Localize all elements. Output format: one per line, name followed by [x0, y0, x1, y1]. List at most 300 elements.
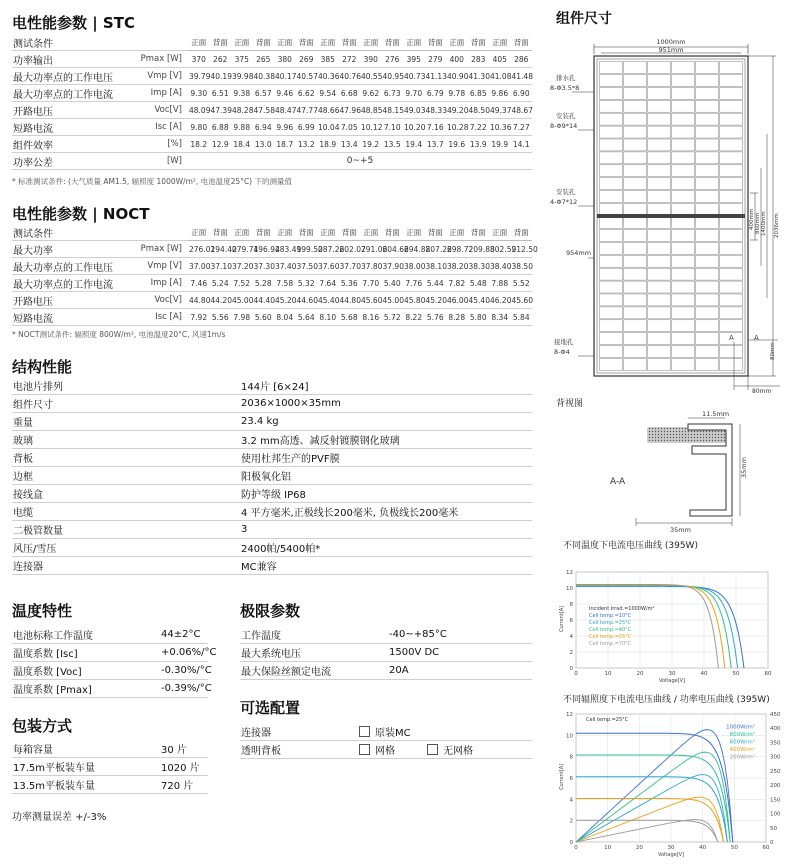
cell-value: 44.20 [210, 292, 232, 309]
option-row-backsheet [240, 741, 532, 759]
cell-value: 7.16 [425, 119, 447, 136]
cell-value: 10.12 [360, 119, 382, 136]
row-label: 开路电压 [12, 292, 132, 309]
cell-value: 19.2 [360, 136, 382, 153]
solar-cell [672, 359, 695, 371]
side-header: 正面 [317, 224, 339, 241]
cell-value: 9.62 [360, 85, 382, 102]
table-row [12, 292, 532, 309]
cell-value: 5.80 [468, 309, 490, 326]
solar-cell [600, 255, 623, 267]
cell-value: 5.68 [339, 309, 361, 326]
checkbox-no-grid[interactable] [427, 744, 438, 755]
solar-cell [720, 62, 743, 74]
cell-value: 38.30 [468, 258, 490, 275]
solar-cell [672, 113, 695, 125]
cell-value: 48.85 [360, 102, 382, 119]
solar-cell [672, 191, 695, 203]
solar-cell [672, 87, 695, 99]
cell-value: 10.28 [446, 119, 468, 136]
stc-note: * 标准测试条件: (大气质量 AM1.5, 辐照度 1000W/m², 电池温度25°C) 下的测量值 [12, 177, 292, 186]
row-label: 电池标称工作温度 [12, 626, 160, 644]
solar-cell [624, 307, 647, 319]
cell-value: 7.64 [317, 275, 339, 292]
cell-value: 395 [403, 51, 425, 68]
cell-value: 8.10 [317, 309, 339, 326]
solar-cell [648, 139, 671, 151]
section-marker-right: A [754, 334, 759, 342]
table-row [12, 776, 208, 794]
cell-value: 13.9 [468, 136, 490, 153]
row-value: 720 片 [160, 776, 208, 794]
side-header: 正面 [446, 224, 468, 241]
table-row [12, 68, 532, 85]
header-row [12, 224, 532, 241]
ground-hole-spec: 8-Φ4 [554, 348, 570, 356]
table-row [240, 662, 532, 680]
table-row [12, 431, 532, 449]
cell-value: 9.54 [317, 85, 339, 102]
cell-value: 6.88 [210, 119, 232, 136]
cell-value: 9.46 [274, 85, 296, 102]
cell-value: 7.52 [231, 275, 253, 292]
solar-cell [600, 178, 623, 190]
x-tick-label: 10 [604, 845, 612, 851]
cell-value: 12.9 [210, 136, 232, 153]
row-label: 最大功率点的工作电流 [12, 275, 132, 292]
cell-value: 37.20 [231, 258, 253, 275]
table-row [12, 467, 532, 485]
chart2-title: 不同辐照度下电流电压曲线 / 功率电压曲线 (395W) [563, 695, 770, 705]
row-label: 最大功率点的工作电压 [12, 258, 132, 275]
legend-entry: Cell temp.=70°C [589, 641, 632, 647]
solar-cell [648, 307, 671, 319]
solar-cell [720, 139, 743, 151]
noct-title: 电性能参数 | NOCT [12, 205, 150, 223]
solar-cell [648, 333, 671, 345]
solar-cell [720, 255, 743, 267]
solar-cell [696, 87, 719, 99]
cell-value: 6.68 [339, 85, 361, 102]
solar-cell [648, 281, 671, 293]
row-unit: [%] [132, 136, 188, 153]
solar-cell [624, 333, 647, 345]
solar-cell [696, 62, 719, 74]
cell-value: 49.37 [489, 102, 511, 119]
cell-value: 269 [296, 51, 318, 68]
y-tick-label: 6 [569, 618, 573, 624]
solar-cell [720, 74, 743, 86]
cell-value: 5.56 [210, 309, 232, 326]
row-label: 最大功率点的工作电压 [12, 68, 132, 85]
limits-table [240, 626, 532, 680]
cell-value: 6.57 [253, 85, 275, 102]
cell-value: 41.48 [511, 68, 533, 85]
solar-cell [624, 255, 647, 267]
noct-table [12, 224, 538, 326]
table-row [12, 680, 208, 698]
side-header: 背面 [296, 224, 318, 241]
option-text: 原装MC [375, 728, 411, 739]
row-label: 功率输出 [12, 51, 132, 68]
solar-cell [720, 294, 743, 306]
table-row [240, 644, 532, 662]
packaging-table [12, 740, 208, 794]
y-axis-label: Current[A] [559, 763, 565, 790]
cell-value: 6.99 [296, 119, 318, 136]
dim-1400: 1400mm [761, 211, 767, 236]
cell-value: 283.49 [274, 241, 296, 258]
cell-value: 46.20 [489, 292, 511, 309]
option-label: 透明背板 [240, 741, 358, 759]
side-header: 正面 [231, 224, 253, 241]
solar-cell [600, 152, 623, 164]
cell-value: 37.30 [253, 258, 275, 275]
test-condition-label: 测试条件 [12, 34, 132, 51]
dim-35-horizontal: 35mm [670, 526, 691, 534]
y-axis-label: Current[A] [559, 605, 565, 632]
row-unit: Vmp [V] [132, 258, 188, 275]
solar-cell [696, 74, 719, 86]
legend-entry: Cell temp.=10°C [589, 613, 632, 619]
cell-value: 7.88 [489, 275, 511, 292]
cell-value: 5.32 [296, 275, 318, 292]
side-header: 正面 [489, 224, 511, 241]
row-value: 使用杜邦生产的PVF膜 [240, 449, 532, 467]
row-unit: Voc[V] [132, 102, 188, 119]
solar-cell [672, 217, 695, 229]
solar-cell [600, 294, 623, 306]
row-value: MC兼容 [240, 557, 532, 575]
legend-entry: 1000W/m² [726, 724, 755, 731]
y-tick-label: 2 [569, 650, 573, 656]
cell-value: 13.2 [296, 136, 318, 153]
side-header: 正面 [231, 34, 253, 51]
cell-value: 265 [253, 51, 275, 68]
cell-value: 5.48 [468, 275, 490, 292]
row-value: 2036×1000×35mm [240, 395, 532, 413]
measurement-note: 功率测量误差 +/-3% [12, 812, 107, 823]
solar-cell [720, 152, 743, 164]
cell-value: 7.05 [339, 119, 361, 136]
row-label: 温度系数 [Pmax] [12, 680, 160, 698]
row-label: 组件尺寸 [12, 395, 240, 413]
table-row [12, 740, 208, 758]
solar-cell [648, 320, 671, 332]
cell-value: 40.55 [360, 68, 382, 85]
solar-cell [672, 204, 695, 216]
side-header: 正面 [188, 224, 210, 241]
solar-cell [624, 178, 647, 190]
solar-cell [624, 126, 647, 138]
y-tick-label: 4 [569, 634, 573, 640]
cell-value: 37.10 [210, 258, 232, 275]
table-row [12, 119, 532, 136]
solar-cell [672, 333, 695, 345]
solar-cell [624, 204, 647, 216]
cell-value: 40.90 [446, 68, 468, 85]
solar-cell [624, 139, 647, 151]
solar-cell [624, 346, 647, 358]
cell-value: 19.9 [489, 136, 511, 153]
cell-value: 6.62 [296, 85, 318, 102]
checkbox-grid[interactable] [359, 744, 370, 755]
row-label: 工作温度 [240, 626, 388, 644]
dim-400: 400mm [749, 208, 755, 230]
cell-value: 41.30 [468, 68, 490, 85]
cell-value: 40.95 [382, 68, 404, 85]
packaging-title: 包装方式 [12, 717, 73, 735]
structure-title: 结构性能 [12, 358, 73, 376]
cell-value: 286 [511, 51, 533, 68]
solar-cell [720, 268, 743, 280]
solar-cell [648, 294, 671, 306]
solar-cell [672, 281, 695, 293]
option-text: 无网格 [443, 746, 473, 757]
x-tick-label: 20 [636, 671, 644, 677]
solar-cell [648, 191, 671, 203]
solar-cell [696, 100, 719, 112]
solar-cell [600, 333, 623, 345]
mount-hole-label-2: 安装孔 [556, 188, 576, 196]
row-value: -0.30%/°C [160, 662, 208, 680]
cell-value: 9.96 [274, 119, 296, 136]
row-value: 1500V DC [388, 644, 532, 662]
table-row [12, 485, 532, 503]
cell-value: 18.4 [231, 136, 253, 153]
table-row [12, 626, 208, 644]
solar-cell [648, 346, 671, 358]
cell-value: 13.5 [382, 136, 404, 153]
side-header: 背面 [511, 34, 533, 51]
solar-cell [672, 307, 695, 319]
cell-value: 44.60 [296, 292, 318, 309]
solar-cell [648, 62, 671, 74]
cell-value: 44.80 [188, 292, 210, 309]
solar-cell [600, 139, 623, 151]
cell-value: 44.40 [253, 292, 275, 309]
option-label: 连接器 [240, 723, 358, 741]
x-tick-label: 60 [764, 671, 772, 677]
cell-value: 5.44 [425, 275, 447, 292]
row-value: 3.2 mm高透、减反射镀膜钢化玻璃 [240, 431, 532, 449]
solar-cell [648, 359, 671, 371]
mount-hole-spec-1: 8-Φ9*14 [550, 122, 578, 130]
cell-value: 287.26 [317, 241, 339, 258]
structure-table [12, 377, 532, 575]
ground-hole-label: 接地孔 [554, 338, 574, 346]
x-tick-label: 50 [732, 671, 740, 677]
side-header: 正面 [360, 224, 382, 241]
solar-cell [696, 294, 719, 306]
row-unit: Isc [A] [132, 119, 188, 136]
solar-cell [648, 100, 671, 112]
table-row [12, 521, 532, 539]
solar-cell [600, 242, 623, 254]
y-tick-label: 0 [569, 840, 573, 846]
cell-value: 49.20 [446, 102, 468, 119]
solar-cell [648, 268, 671, 280]
row-unit: Vmp [V] [132, 68, 188, 85]
solar-cell [600, 126, 623, 138]
temperature-table [12, 626, 217, 698]
cell-value: 6.79 [425, 85, 447, 102]
table-row [12, 503, 532, 521]
row-unit: Imp [A] [132, 275, 188, 292]
solar-cell [624, 152, 647, 164]
cell-value: 41.13 [425, 68, 447, 85]
y2-tick-label: 300 [770, 754, 781, 761]
drain-hole-spec: 8-Φ3.5*8 [550, 84, 580, 92]
section-aa-label: A-A [610, 477, 626, 487]
cell-value: 45.80 [403, 292, 425, 309]
cell-value: 7.98 [231, 309, 253, 326]
cell-value: 13.4 [339, 136, 361, 153]
cell-value: 294.88 [403, 241, 425, 258]
mount-hole-label-1: 安装孔 [556, 112, 576, 120]
row-label: 13.5m平板装车量 [12, 776, 160, 794]
solar-cell [648, 178, 671, 190]
checkbox-original-mc[interactable] [359, 726, 370, 737]
cell-value: 19.6 [446, 136, 468, 153]
cell-value: 6.73 [382, 85, 404, 102]
solar-cell [720, 281, 743, 293]
cell-value: 276 [382, 51, 404, 68]
solar-cell [648, 204, 671, 216]
side-header: 背面 [425, 224, 447, 241]
mount-hole-spec-2: 4-Φ7*12 [550, 198, 578, 206]
cell-value: 9.86 [489, 85, 511, 102]
cell-value: 5.84 [511, 309, 533, 326]
solar-cell [672, 268, 695, 280]
cell-value: 7.70 [360, 275, 382, 292]
y-tick-label: 2 [569, 818, 573, 825]
cell-value: 405 [489, 51, 511, 68]
cell-value: 279 [425, 51, 447, 68]
cell-value: 47.96 [339, 102, 361, 119]
solar-cell [696, 191, 719, 203]
solar-cell [696, 139, 719, 151]
legend-entry: 200W/m² [729, 754, 755, 761]
solar-cell [720, 242, 743, 254]
solar-cell [696, 268, 719, 280]
header-row [12, 34, 532, 51]
row-unit: [W] [132, 153, 188, 170]
cell-value: 291.06 [360, 241, 382, 258]
cell-value: 276.02 [188, 241, 210, 258]
side-header: 背面 [339, 224, 361, 241]
solar-cell [600, 100, 623, 112]
cell-value: 375 [231, 51, 253, 68]
row-value: 1020 片 [160, 758, 208, 776]
row-unit: Pmax [W] [132, 51, 188, 68]
dim-951: 951mm [658, 46, 684, 54]
solar-cell [720, 359, 743, 371]
x-axis-label: Voltage[V] [658, 678, 686, 684]
solar-cell [696, 204, 719, 216]
solar-cell [648, 217, 671, 229]
solar-cell [648, 242, 671, 254]
table-row [12, 309, 532, 326]
solar-cell [720, 126, 743, 138]
solar-cell [696, 178, 719, 190]
table-row [12, 258, 532, 275]
limits-title: 极限参数 [240, 602, 301, 620]
dim-860: 860mm [755, 212, 761, 234]
solar-cell [672, 229, 695, 241]
side-header: 背面 [210, 34, 232, 51]
cell-value: 48.66 [317, 102, 339, 119]
solar-cell [672, 178, 695, 190]
cell-value: 48.47 [274, 102, 296, 119]
table-row [12, 275, 532, 292]
solar-cell [624, 294, 647, 306]
side-header: 正面 [489, 34, 511, 51]
x-tick-label: 30 [668, 671, 676, 677]
solar-cell [696, 152, 719, 164]
cell-value: 5.36 [339, 275, 361, 292]
cell-value: 41.08 [489, 68, 511, 85]
cell-value: 302.59 [489, 241, 511, 258]
cell-value: 7.22 [468, 119, 490, 136]
row-label: 最大保险丝额定电流 [240, 662, 388, 680]
cell-value: 279.74 [231, 241, 253, 258]
row-label: 17.5m平板装车量 [12, 758, 160, 776]
solar-cell [720, 87, 743, 99]
side-header: 正面 [188, 34, 210, 51]
solar-cell [720, 191, 743, 203]
test-condition-label: 测试条件 [12, 224, 132, 241]
row-label: 连接器 [12, 557, 240, 575]
row-label: 最大功率点的工作电流 [12, 85, 132, 102]
solar-cell [696, 333, 719, 345]
side-header: 背面 [210, 224, 232, 241]
cell-value: 47.77 [296, 102, 318, 119]
y2-tick-label: 450 [770, 712, 781, 718]
x-tick-label: 30 [667, 845, 675, 851]
solar-cell [672, 100, 695, 112]
table-row [12, 413, 532, 431]
cell-value: 38.20 [446, 258, 468, 275]
dim-1000: 1000mm [656, 38, 686, 46]
side-header: 背面 [382, 34, 404, 51]
cell-value: 9.30 [188, 85, 210, 102]
cell-value: 46.00 [446, 292, 468, 309]
drain-hole-label: 排水孔 [556, 74, 576, 82]
cell-value: 5.52 [511, 275, 533, 292]
cell-value: 38.00 [403, 258, 425, 275]
cell-value: 9.70 [403, 85, 425, 102]
cell-value: 37.90 [382, 258, 404, 275]
side-header: 正面 [360, 34, 382, 51]
cell-value: 40.76 [339, 68, 361, 85]
side-header: 背面 [382, 224, 404, 241]
row-value: 2400帕/5400帕* [240, 539, 532, 557]
side-header: 正面 [317, 34, 339, 51]
table-row [12, 449, 532, 467]
cell-value: 47.39 [210, 102, 232, 119]
cell-value: 400 [446, 51, 468, 68]
solar-cell [600, 217, 623, 229]
frame-section-drawing [600, 406, 750, 534]
x-tick-label: 60 [762, 845, 770, 851]
solar-cell [648, 229, 671, 241]
y-tick-label: 12 [566, 712, 573, 718]
cell-value: 5.60 [253, 309, 275, 326]
side-header: 背面 [425, 34, 447, 51]
row-value: 20A [388, 662, 532, 680]
solar-cell [624, 229, 647, 241]
